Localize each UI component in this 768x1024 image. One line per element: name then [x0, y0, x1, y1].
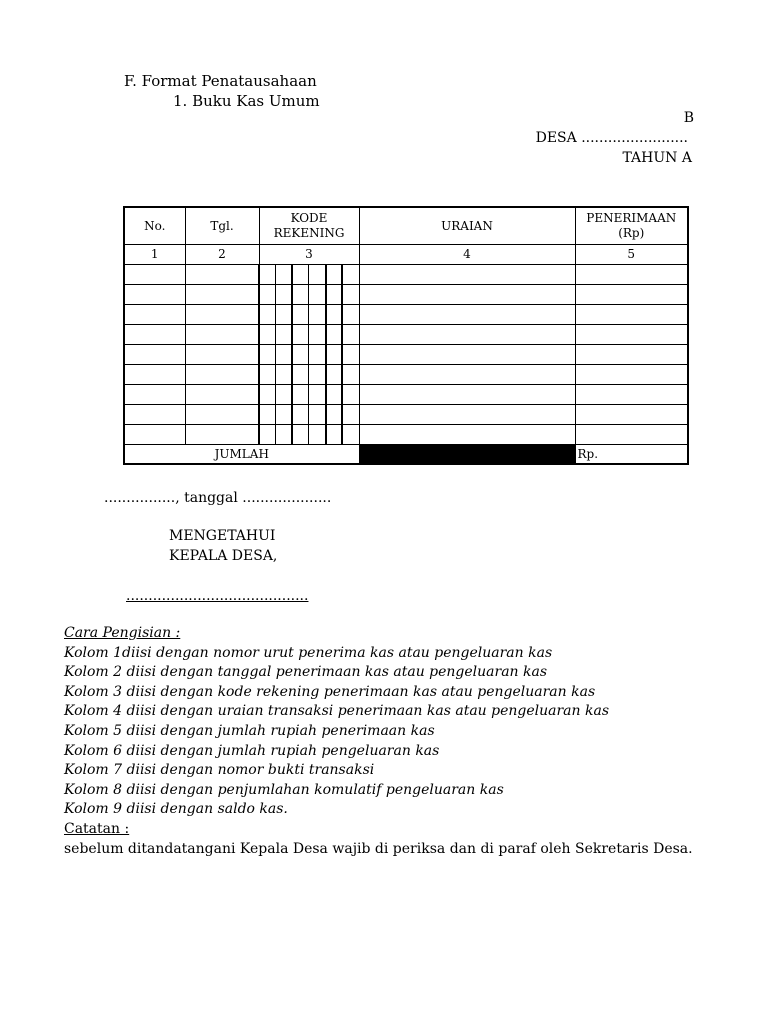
subsection-heading: 1. Buku Kas Umum	[173, 92, 320, 110]
instruction-line: Kolom 5 diisi dengan jumlah rupiah penerimaan kas	[64, 722, 435, 739]
account-code-line-1: KODE	[290, 211, 328, 225]
account-code-line-2: REKENING	[273, 226, 345, 240]
receipts-line-1: PENERIMAAN	[586, 211, 677, 225]
filling-instructions	[64, 624, 754, 859]
column-number: 2	[185, 245, 259, 265]
total-label: JUMLAH	[124, 445, 359, 465]
instruction-line: Kolom 6 diisi dengan jumlah rupiah pengeluaran kas	[64, 742, 440, 759]
table-row	[124, 285, 688, 305]
table-row	[124, 265, 688, 285]
column-number: 4	[359, 245, 575, 265]
cash-book-table	[123, 206, 689, 465]
instruction-line: Kolom 8 diisi dengan penjumlahan komulatif pengeluaran kas	[64, 781, 504, 798]
instruction-line: Kolom 7 diisi dengan nomor bukti transaksi	[64, 762, 375, 779]
table-header-row	[124, 207, 688, 245]
note-title: Catatan :	[64, 820, 130, 837]
section-heading: F. Format Penatausahaan	[124, 72, 317, 90]
table-row	[124, 425, 688, 445]
total-row	[124, 445, 688, 465]
instruction-line: Kolom 4 diisi dengan uraian transaksi penerimaan kas atau pengeluaran kas	[64, 703, 610, 720]
header-year: TAHUN A	[622, 150, 692, 166]
header-line-1: B	[683, 110, 694, 126]
col-header-no: No.	[124, 207, 185, 245]
column-number: 3	[259, 245, 359, 265]
column-number: 5	[575, 245, 688, 265]
header-village: DESA ........................	[535, 130, 688, 146]
table-row	[124, 405, 688, 425]
col-header-date: Tgl.	[185, 207, 259, 245]
signature-name-line: .........................................	[126, 588, 309, 604]
place-date-line: ................, tanggal ....................	[104, 490, 332, 506]
table-row	[124, 305, 688, 325]
instruction-line: Kolom 2 diisi dengan tanggal penerimaan kas atau pengeluaran kas	[64, 664, 548, 681]
column-number: 1	[124, 245, 185, 265]
col-header-receipts	[575, 207, 688, 245]
column-number-row	[124, 245, 688, 265]
note-text: sebelum ditandatangani Kepala Desa wajib di periksa dan di paraf oleh Sekretaris Desa.	[64, 840, 693, 857]
receipts-line-2: (Rp)	[618, 226, 645, 240]
document-header-block	[0, 0, 694, 180]
instruction-line: Kolom 9 diisi dengan saldo kas.	[64, 801, 288, 818]
village-head-label: KEPALA DESA,	[169, 548, 278, 564]
instructions-title: Cara Pengisian :	[64, 625, 181, 641]
acknowledged-label: MENGETAHUI	[169, 528, 276, 544]
instruction-line: Kolom 3 diisi dengan kode rekening penerimaan kas atau pengeluaran kas	[64, 683, 596, 700]
col-header-description: URAIAN	[359, 207, 575, 245]
table-row	[124, 385, 688, 405]
total-currency: Rp.	[575, 445, 688, 465]
table-row	[124, 345, 688, 365]
table-row	[124, 365, 688, 385]
table-row	[124, 325, 688, 345]
total-shaded-cell	[359, 445, 575, 465]
col-header-account-code	[259, 207, 359, 245]
instruction-line: Kolom 1diisi dengan nomor urut penerima kas atau pengeluaran kas	[64, 644, 553, 661]
